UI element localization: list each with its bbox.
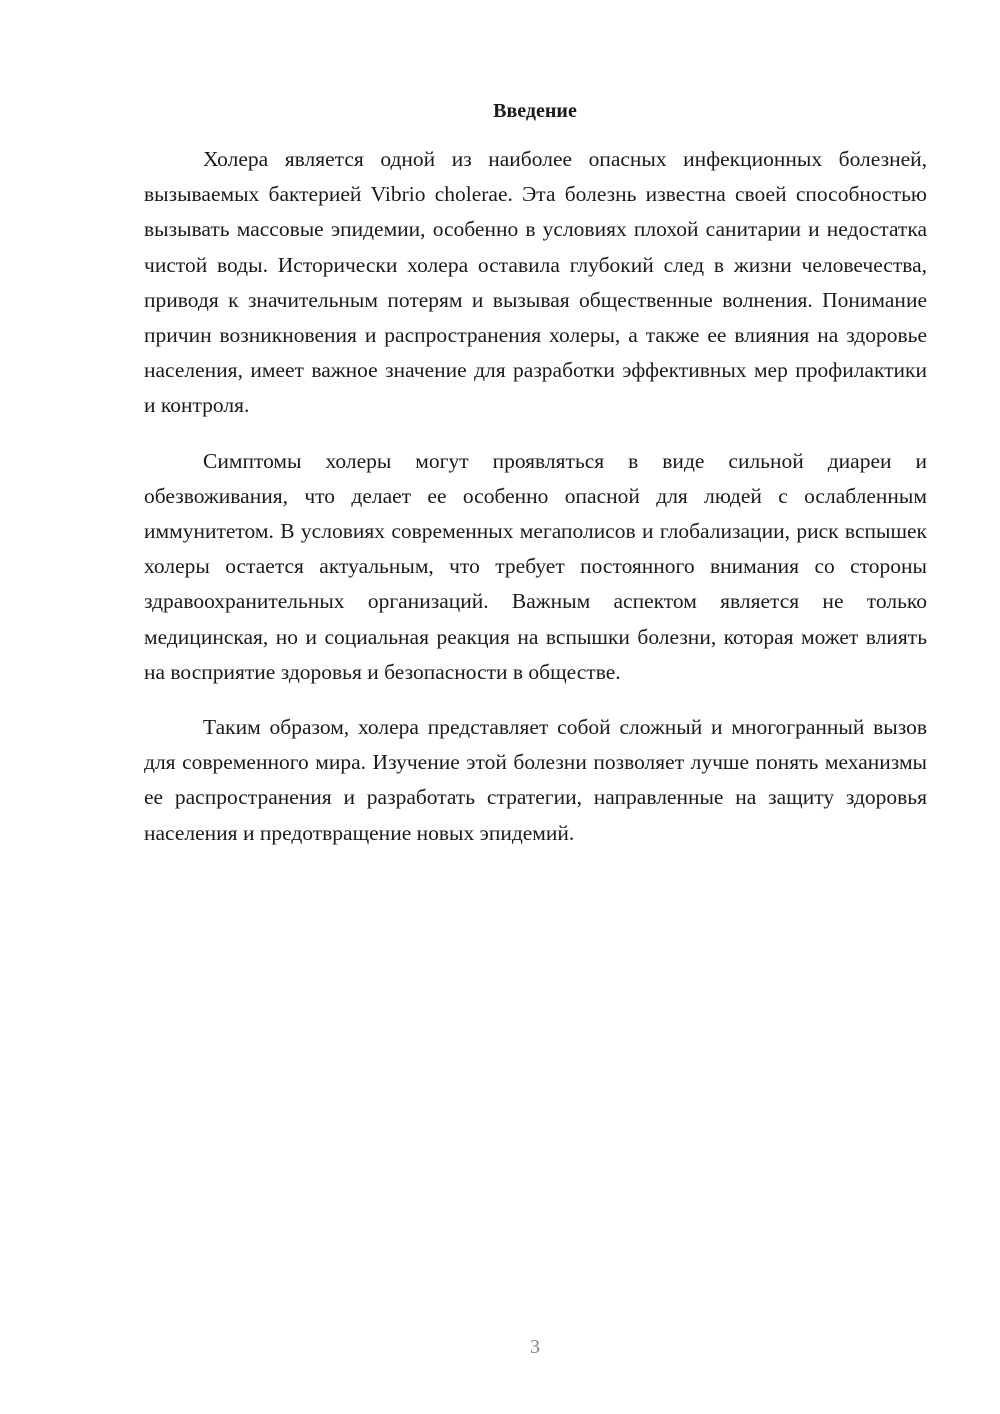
paragraph-3: Таким образом, холера представляет собой сложный и многогранный вызов для современного мира. Изучение этой болезни позволяет лучше понять механизмы ее распространения и разработать стратегии, направленные на защиту здоровья населения и предотвращение новых эпидемий. — [144, 715, 927, 845]
body-text — [144, 142, 927, 871]
paragraph-2: Симптомы холеры могут проявляться в виде сильной диареи и обезвоживания, что делает ее особенно опасной для людей с ослабленным иммунитетом. В условиях современных мегаполисов и глобализации, риск вспышек холеры остается актуальным, что требует постоянного внимания со стороны здравоохранительных организаций. Важным аспектом является не только медицинская, но и социальная реакция на вспышки болезни, которая может влиять на восприятие здоровья и безопасности в обществе. — [144, 448, 927, 684]
paragraph-1: Холера является одной из наиболее опасных инфекционных болезней, вызываемых бактерией Vibrio cholerae. Эта болезнь известна своей способностью вызывать массовые эпидемии, особенно в условиях плохой санитарии и недостатка чистой воды. Исторически холера оставила глубокий след в жизни человечества, приводя к значительным потерям и вызывая общественные волнения. Понимание причин возникновения и распространения холеры, а также ее влияния на здоровье населения, имеет важное значение для разработки эффективных мер профилактики и контроля. — [144, 147, 927, 418]
page-number: 3 — [530, 1336, 540, 1358]
section-heading: Введение — [493, 100, 577, 122]
